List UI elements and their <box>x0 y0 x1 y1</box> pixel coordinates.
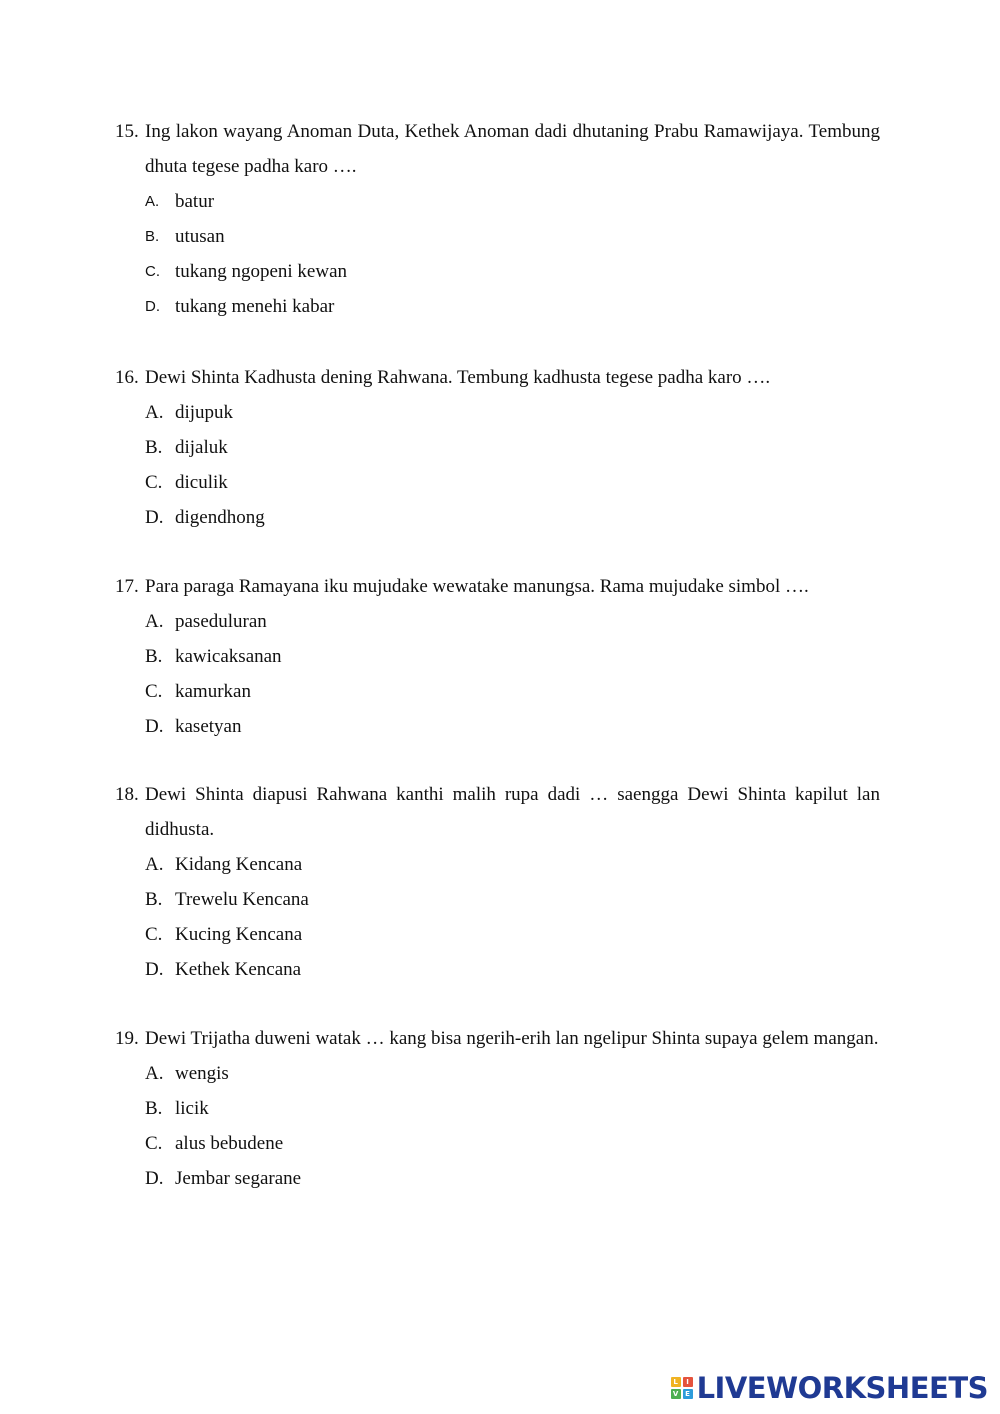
option-text: dijupuk <box>175 402 234 423</box>
option-text: paseduluran <box>175 611 267 632</box>
option-a[interactable] <box>115 604 880 639</box>
option-letter: A. <box>145 402 164 423</box>
option-a[interactable] <box>115 395 880 430</box>
question-text: Para paraga Ramayana iku mujudake wewatake manungsa. Rama mujudake simbol …. <box>145 576 809 597</box>
option-c[interactable] <box>115 674 880 709</box>
option-text: kamurkan <box>175 681 251 702</box>
logo-mark-tile: E <box>683 1389 693 1399</box>
option-text: utusan <box>175 226 225 247</box>
option-letter: A. <box>145 854 164 875</box>
options-list <box>115 184 880 324</box>
option-letter: D. <box>145 1168 164 1189</box>
option-a[interactable] <box>115 184 880 219</box>
option-text: kawicaksanan <box>175 646 282 667</box>
option-letter: B. <box>145 1098 163 1119</box>
option-text: dijaluk <box>175 437 228 458</box>
question-19 <box>115 1021 880 1196</box>
question-number: 19. <box>115 1028 139 1049</box>
option-letter: C. <box>145 924 163 945</box>
options-list <box>115 604 880 744</box>
option-c[interactable] <box>115 254 880 289</box>
option-c[interactable] <box>115 465 880 500</box>
option-letter: A. <box>145 1063 164 1084</box>
option-text: Kidang Kencana <box>175 854 303 875</box>
option-text: batur <box>175 191 215 212</box>
question-16 <box>115 360 880 535</box>
options-list <box>115 847 880 987</box>
option-text: Kucing Kencana <box>175 924 303 945</box>
option-letter: A. <box>145 611 164 632</box>
question-text: Ing lakon wayang Anoman Duta, Kethek Anoman dadi dhutaning Prabu Ramawijaya. Tembung dhuta tegese padha karo …. <box>145 121 880 177</box>
liveworksheets-logo-text: LIVEWORKSHEETS <box>696 1371 988 1405</box>
question-text: Dewi Shinta Kadhusta dening Rahwana. Tembung kadhusta tegese padha karo …. <box>145 367 771 388</box>
option-d[interactable] <box>115 952 880 987</box>
option-b[interactable] <box>115 219 880 254</box>
question-number: 16. <box>115 367 139 388</box>
option-d[interactable] <box>115 1161 880 1196</box>
question-17 <box>115 569 880 744</box>
options-list <box>115 1056 880 1196</box>
option-letter: C. <box>145 472 163 493</box>
question-number: 18. <box>115 784 139 805</box>
option-c[interactable] <box>115 1126 880 1161</box>
option-text: wengis <box>175 1063 229 1084</box>
option-text: tukang ngopeni kewan <box>175 261 348 282</box>
option-letter: D. <box>145 298 160 315</box>
option-text: licik <box>175 1098 209 1119</box>
option-c[interactable] <box>115 917 880 952</box>
option-letter: B. <box>145 646 163 667</box>
option-b[interactable] <box>115 639 880 674</box>
option-d[interactable] <box>115 709 880 744</box>
question-15 <box>115 114 880 324</box>
option-a[interactable] <box>115 847 880 882</box>
question-text: Dewi Trijatha duweni watak … kang bisa ngerih-erih lan ngelipur Shinta supaya gelem mangan. <box>145 1028 879 1049</box>
option-b[interactable] <box>115 882 880 917</box>
question-text: Dewi Shinta diapusi Rahwana kanthi malih rupa dadi … saengga Dewi Shinta kapilut lan didhusta. <box>145 784 880 840</box>
options-list <box>115 395 880 535</box>
option-text: Jembar segarane <box>175 1168 302 1189</box>
logo-mark-tile: I <box>683 1377 693 1387</box>
question-18 <box>115 777 880 987</box>
liveworksheets-logo <box>671 1370 988 1406</box>
option-letter: B. <box>145 889 163 910</box>
option-letter: C. <box>145 1133 163 1154</box>
option-d[interactable] <box>115 500 880 535</box>
question-number: 17. <box>115 576 139 597</box>
option-letter: C. <box>145 681 163 702</box>
option-text: tukang menehi kabar <box>175 296 335 317</box>
option-letter: C. <box>145 263 160 280</box>
option-text: kasetyan <box>175 716 242 737</box>
option-b[interactable] <box>115 1091 880 1126</box>
option-text: Kethek Kencana <box>175 959 302 980</box>
option-letter: D. <box>145 716 164 737</box>
option-letter: D. <box>145 959 164 980</box>
option-text: diculik <box>175 472 228 493</box>
option-letter: A. <box>145 193 160 210</box>
option-letter: B. <box>145 437 163 458</box>
option-letter: B. <box>145 228 160 245</box>
option-text: Trewelu Kencana <box>175 889 309 910</box>
option-d[interactable] <box>115 289 880 324</box>
logo-mark-tile: V <box>671 1389 681 1399</box>
option-a[interactable] <box>115 1056 880 1091</box>
question-number: 15. <box>115 121 139 142</box>
logo-mark-tile: L <box>671 1377 681 1387</box>
option-letter: D. <box>145 507 164 528</box>
liveworksheets-logo-icon <box>671 1377 693 1399</box>
option-text: digendhong <box>175 507 265 528</box>
option-b[interactable] <box>115 430 880 465</box>
option-text: alus bebudene <box>175 1133 284 1154</box>
